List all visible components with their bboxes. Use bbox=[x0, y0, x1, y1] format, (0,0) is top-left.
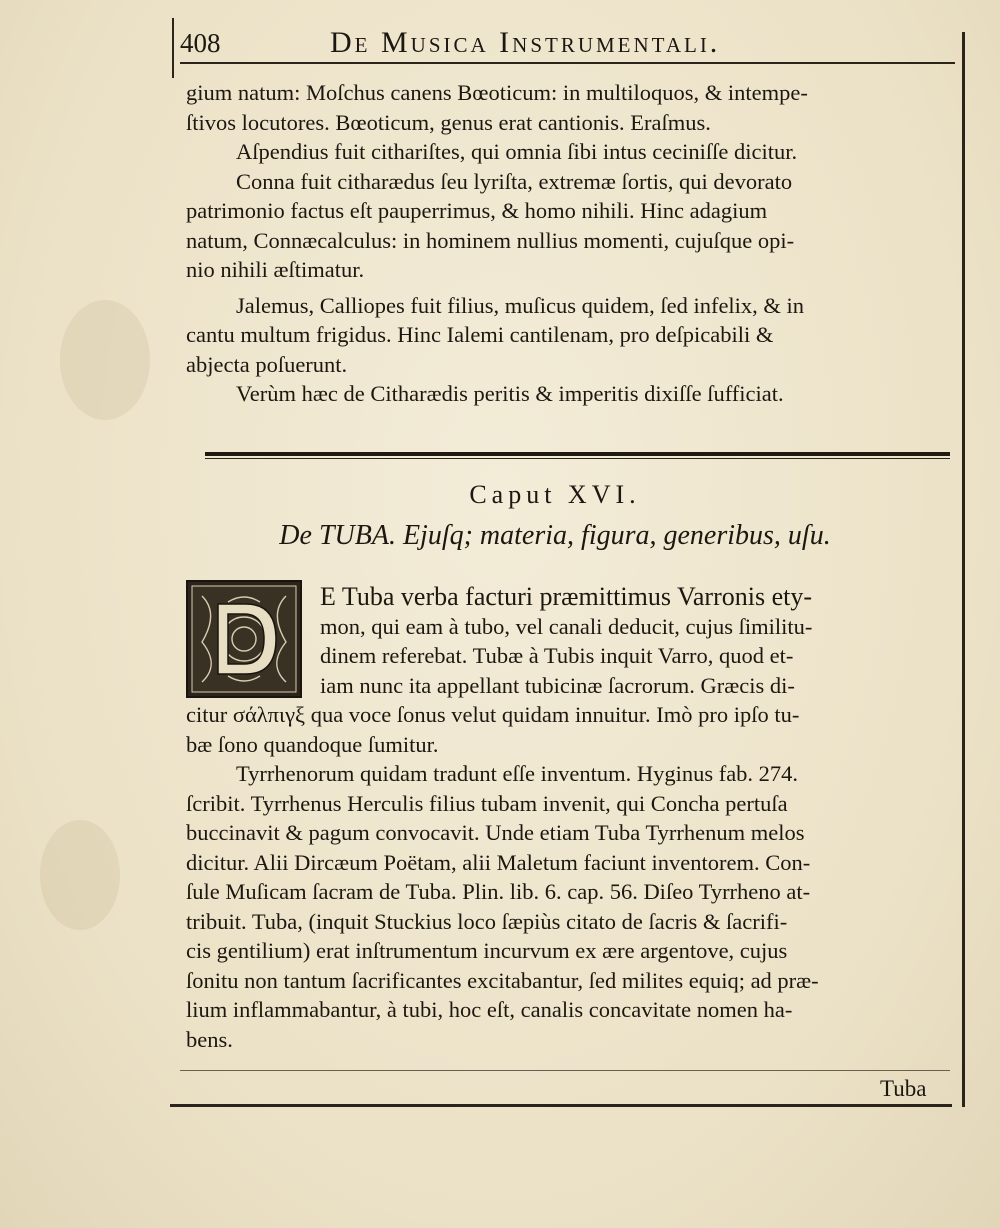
section-rule bbox=[205, 452, 950, 456]
footer-rule-thin bbox=[180, 1070, 950, 1071]
text-line: lium inflammabantur, à tubi, hoc eſt, canalis concavitate nomen ha- bbox=[186, 997, 793, 1022]
text-line: abjecta poſuerunt. bbox=[186, 351, 348, 377]
text-line: bens. bbox=[186, 1026, 233, 1052]
text-line: dinem referebat. Tubæ à Tubis inquit Varro, quod et- bbox=[320, 643, 794, 668]
text-line: buccinavit & pagum convocavit. Unde etiam Tuba Tyrrhenum melos bbox=[186, 820, 805, 845]
section-rule-thin bbox=[205, 458, 950, 459]
text-line: natum, Connæcalculus: in hominem nullius momenti, cujuſque opi- bbox=[186, 227, 795, 253]
text-line: ſonitu non tantum ſacrificantes excitabantur, ſed milites equiq; ad præ- bbox=[186, 967, 819, 993]
text-line: iam nunc ita appellant tubicinæ ſacrorum. Græcis di- bbox=[320, 672, 795, 698]
text-line: citur σάλπιγξ qua voce ſonus velut quidam innuitur. Imò pro ipſo tu- bbox=[186, 702, 800, 727]
text-line: E Tuba verba facturi præmittimus Varronis ety- bbox=[320, 582, 813, 611]
frame-right-rule bbox=[962, 32, 965, 1107]
text-line: ſule Muſicam ſacram de Tuba. Plin. lib. 6. cap. 56. Diſeo Tyrrheno at- bbox=[186, 879, 811, 904]
page-stain bbox=[40, 820, 120, 930]
text-line: cis gentilium) erat inſtrumentum incurvum ex ære argentove, cujus bbox=[186, 938, 788, 963]
text-line: mon, qui eam à tubo, vel canali deducit, cujus ſimilitu- bbox=[320, 613, 813, 639]
text-line: dicitur. Alii Dircæum Poëtam, alii Maletum faciunt inventorem. Con- bbox=[186, 849, 811, 875]
text-line: ſtivos locutores. Bœoticum, genus erat cantionis. Eraſmus. bbox=[186, 109, 711, 135]
text-line: nio nihili æſtimatur. bbox=[186, 257, 365, 282]
chapter-subtitle: De TUBA. Ejuſq; materia, figura, generibus, uſu. bbox=[279, 520, 831, 551]
text-line: cantu multum frigidus. Hinc Ialemi cantilenam, pro deſpicabili & bbox=[186, 322, 774, 347]
chapter-body bbox=[186, 582, 956, 1054]
text-line: patrimonio factus eſt pauperrimus, & homo nihili. Hinc adagium bbox=[186, 198, 768, 223]
chapter-heading: Caput XVI. bbox=[469, 480, 641, 509]
text-line: tribuit. Tuba, (inquit Stuckius loco ſæpiùs citato de ſacris & ſacrifi- bbox=[186, 908, 788, 934]
text-line: ſcribit. Tyrrhenus Herculis filius tubam invenit, qui Concha pertuſa bbox=[186, 790, 788, 816]
text-line: Jalemus, Calliopes fuit filius, muſicus quidem, ſed infelix, & in bbox=[236, 292, 805, 318]
header-rule bbox=[180, 62, 955, 64]
page-number: 408 bbox=[180, 28, 221, 58]
frame-bottom-rule bbox=[170, 1104, 952, 1107]
preceding-text-block bbox=[186, 78, 956, 409]
text-line: Aſpendius fuit cithariſtes, qui omnia ſibi intus ceciniſſe dicitur. bbox=[236, 139, 798, 164]
running-title: De Musica Instrumentali. bbox=[330, 26, 721, 59]
page-header bbox=[180, 22, 960, 62]
text-line: gium natum: Moſchus canens Bœoticum: in multiloquos, & intempe- bbox=[186, 80, 808, 105]
text-line: Conna fuit citharædus ſeu lyriſta, extremæ ſortis, qui devorato bbox=[236, 168, 793, 194]
header-left-mark bbox=[172, 18, 174, 78]
text-line: Tyrrhenorum quidam tradunt eſſe inventum. Hyginus fab. 274. bbox=[236, 761, 799, 786]
text-line: Verùm hæc de Citharædis peritis & imperitis dixiſſe ſufficiat. bbox=[236, 381, 784, 406]
page-stain bbox=[60, 300, 150, 420]
catchword: Tuba bbox=[880, 1076, 927, 1101]
text-line: bæ ſono quandoque ſumitur. bbox=[186, 731, 439, 757]
